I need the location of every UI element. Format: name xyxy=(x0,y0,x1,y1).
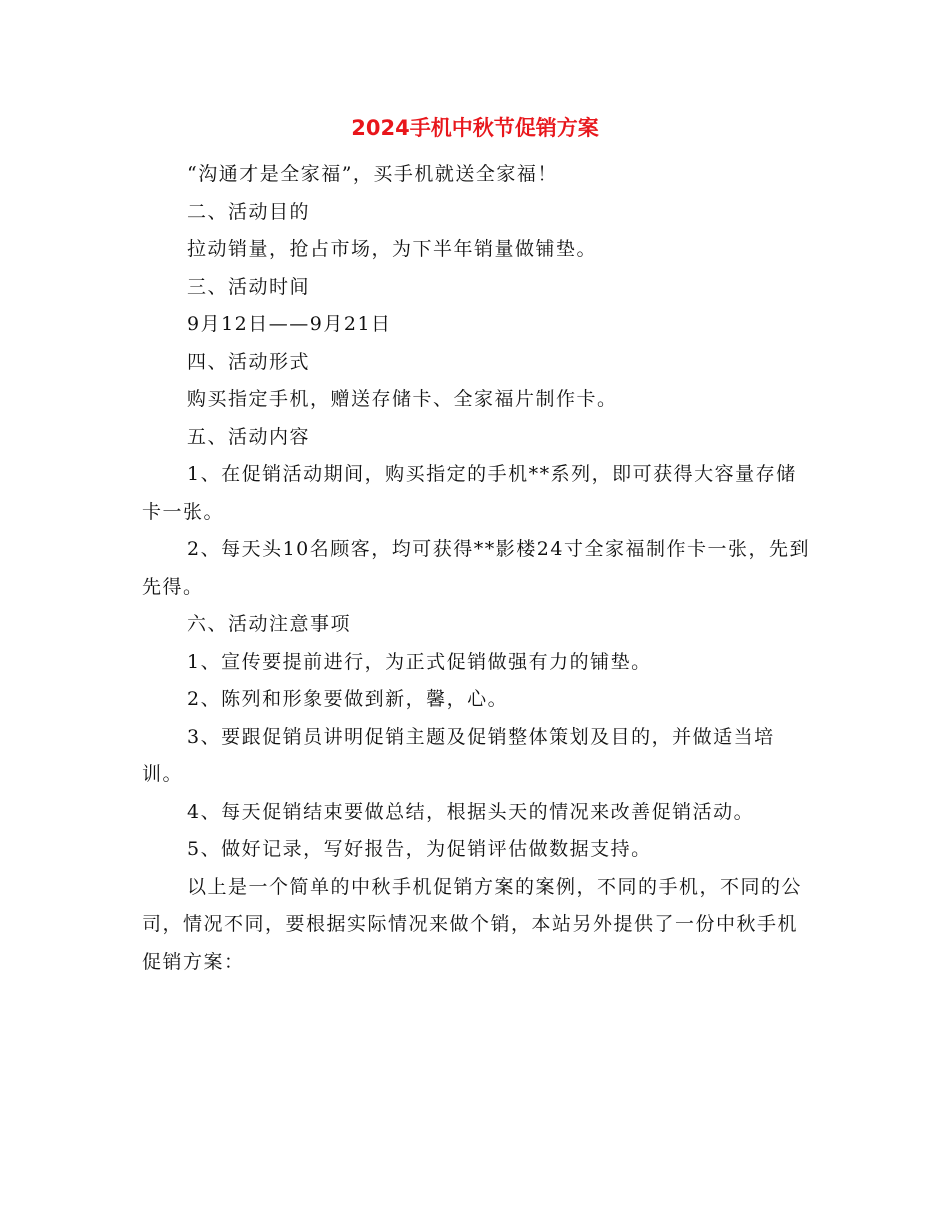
paragraph-activity-time: 9月12日——9月21日 xyxy=(187,313,392,335)
paragraph-note-1: 1、宣传要提前进行，为正式促销做强有力的铺垫。 xyxy=(187,650,652,673)
heading-activity-content: 五、活动内容 xyxy=(187,425,311,448)
paragraph-note-2: 2、陈列和形象要做到新，馨，心。 xyxy=(187,688,509,710)
document-title: 2024手机中秋节促销方案 xyxy=(351,116,599,140)
paragraph-activity-form: 购买指定手机，赠送存储卡、全家福片制作卡。 xyxy=(187,388,618,410)
paragraph-content-item-1: 1、在促销活动期间，购买指定的手机**系列，即可获得大容量存储卡一张。 xyxy=(142,463,797,523)
heading-activity-purpose: 二、活动目的 xyxy=(187,200,311,223)
paragraph-note-4: 4、每天促销结束要做总结，根据头天的情况来改善促销活动。 xyxy=(187,800,755,823)
paragraph-slogan: “沟通才是全家福”，买手机就送全家福！ xyxy=(187,163,558,185)
paragraph-conclusion: 以上是一个简单的中秋手机促销方案的案例，不同的手机，不同的公司，情况不同，要根据实际情况来做个销，本站另外提供了一份中秋手机促销方案： xyxy=(142,875,803,973)
heading-notes: 六、活动注意事项 xyxy=(187,613,352,635)
heading-activity-time: 三、活动时间 xyxy=(187,275,311,298)
paragraph-activity-purpose: 拉动销量，抢占市场，为下半年销量做铺垫。 xyxy=(187,238,598,260)
paragraph-note-5: 5、做好记录，写好报告，为促销评估做数据支持。 xyxy=(187,838,652,860)
paragraph-content-item-2: 2、每天头10名顾客，均可获得**影楼24寸全家福制作卡一张，先到先得。 xyxy=(142,538,810,598)
heading-activity-form: 四、活动形式 xyxy=(187,350,311,373)
paragraph-note-3: 3、要跟促销员讲明促销主题及促销整体策划及目的，并做适当培训。 xyxy=(142,725,775,785)
document-body xyxy=(142,156,814,981)
